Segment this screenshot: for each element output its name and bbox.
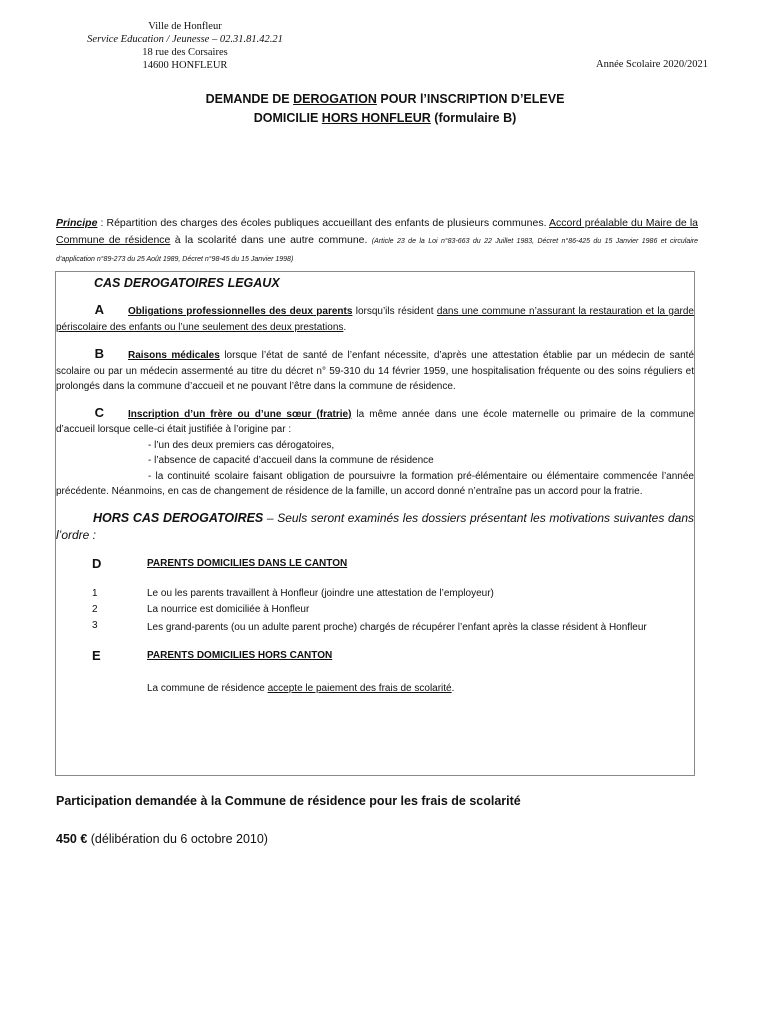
document-title (0, 90, 770, 128)
item-text: La nourrice est domiciliée à Honfleur (147, 603, 310, 615)
case-text: La commune de résidence (147, 682, 268, 694)
org-line: Service Education / Jeunesse – 02.31.81.42.21 (87, 34, 283, 45)
item-number: 1 (92, 587, 98, 599)
item-number: 2 (92, 603, 98, 615)
case-letter: A (94, 302, 104, 317)
case-letter: D (92, 555, 102, 571)
list-item (56, 588, 694, 604)
derogation-cases-box (55, 271, 695, 776)
case-underlined: dans une commune n’assurant la restauration et la garde périscolaire des enfants ou l’une seulement des deux prestations (56, 306, 694, 333)
case-d-header (56, 555, 694, 574)
case-text: . (451, 682, 455, 694)
case-label: Raisons médicales (128, 350, 220, 361)
case-text: lorsque l’état de santé de l’enfant nécessite, d’après une attestation établie par un médecin de santé scolaire ou par un médecin assermenté au titre du décret n° 59-310 du 14 février 1959, une hospitalisation fréquente ou des soins réguliers et prolongés dans la commune d’accueil et ne pouvant l’être dans la commune de résidence. (56, 350, 695, 392)
org-line: 18 rue des Corsaires (142, 47, 228, 58)
case-letter: B (94, 346, 104, 361)
case-letter: E (92, 647, 101, 663)
title-text: (formulaire B) (430, 111, 517, 125)
school-year: Année Scolaire 2020/2021 (596, 59, 708, 70)
list-item (56, 604, 694, 620)
list-item (56, 620, 694, 650)
case-c-item: - l’absence de capacité d’accueil dans la commune de résidence (148, 455, 434, 466)
case-label: PARENTS DOMICILIES DANS LE CANTON (147, 557, 348, 569)
case-a (56, 302, 694, 335)
participation-heading: Participation demandée à la Commune de résidence pour les frais de scolarité (56, 794, 521, 808)
case-underlined: accepte le paiement des frais de scolarité (267, 682, 452, 694)
fee-value: 450 € (56, 832, 88, 846)
case-text: . (343, 321, 347, 333)
case-label: PARENTS DOMICILIES HORS CANTON (147, 649, 333, 661)
item-text: Les grand-parents (ou un adulte parent proche) chargés de récupérer l’enfant après la classe résident à Honfleur (147, 621, 647, 633)
org-line: 14600 HONFLEUR (142, 60, 228, 71)
organization-address (60, 20, 310, 72)
org-line: Ville de Honfleur (148, 21, 222, 32)
non-legal-text: – Seuls seront examinés les dossiers présentant les motivations suivantes dans l’ordre : (56, 510, 694, 542)
principle-paragraph (56, 215, 698, 268)
principle-text: : Répartition des charges des écoles publiques accueillant des enfants de plusieurs communes. (97, 217, 549, 229)
legal-reference: (Article 23 de la Loi n°83-663 du 22 Juillet 1983, Décret n°86-425 du 15 Janvier 1986 et circulaire d’application n°89-273 du 25 Août 1989, Décret n°98-45 du 15 Janvier 1998) (56, 238, 698, 263)
case-b (56, 346, 694, 395)
principle-underlined: Accord préalable du Maire de la Commune de résidence (56, 217, 698, 246)
principle-label: Principe (56, 217, 98, 229)
case-e-header (56, 647, 694, 666)
case-text: la même année dans une école maternelle ou primaire de la commune d’accueil lorsque celle-ci était justifiée à l’origine par : (56, 408, 695, 435)
title-text: DEMANDE DE (205, 92, 294, 106)
legal-cases-heading: CAS DEROGATOIRES LEGAUX (94, 276, 280, 290)
case-label: Obligations professionnelles des deux parents (128, 306, 353, 317)
principle-text: à la scolarité dans une autre commune. (170, 234, 372, 246)
case-c-item: - l’un des deux premiers cas dérogatoires, (148, 439, 335, 451)
case-text: lorsqu’ils résident (352, 306, 437, 317)
case-letter: C (94, 404, 104, 420)
case-c (56, 405, 694, 438)
non-legal-cases (56, 510, 694, 544)
non-legal-heading: HORS CAS DEROGATOIRES (93, 510, 264, 525)
item-number: 3 (92, 619, 98, 631)
fee-amount (56, 832, 268, 846)
case-text-wrap (147, 683, 697, 694)
fee-note: (délibération du 6 octobre 2010) (87, 832, 268, 846)
item-text: Le ou les parents travaillent à Honfleur (joindre une attestation de l’employeur) (147, 587, 494, 599)
case-label: Inscription d’un frère ou d’une sœur (fratrie) (128, 408, 352, 420)
title-underlined: HORS HONFLEUR (321, 111, 431, 125)
title-underlined: DEROGATION (293, 92, 377, 106)
case-c-item: - la continuité scolaire faisant obligation de poursuivre la formation pré-élémentaire ou élémentaire commencée l’année précédente. Néanmoins, en cas de changement de résidence de la famille, un accord donné n’entraîne pas un accord pour la fratrie. (56, 470, 694, 497)
case-e-text (56, 683, 694, 699)
title-text: POUR l’INSCRIPTION D’ELEVE (376, 92, 565, 106)
title-text: DOMICILIE (253, 111, 322, 125)
